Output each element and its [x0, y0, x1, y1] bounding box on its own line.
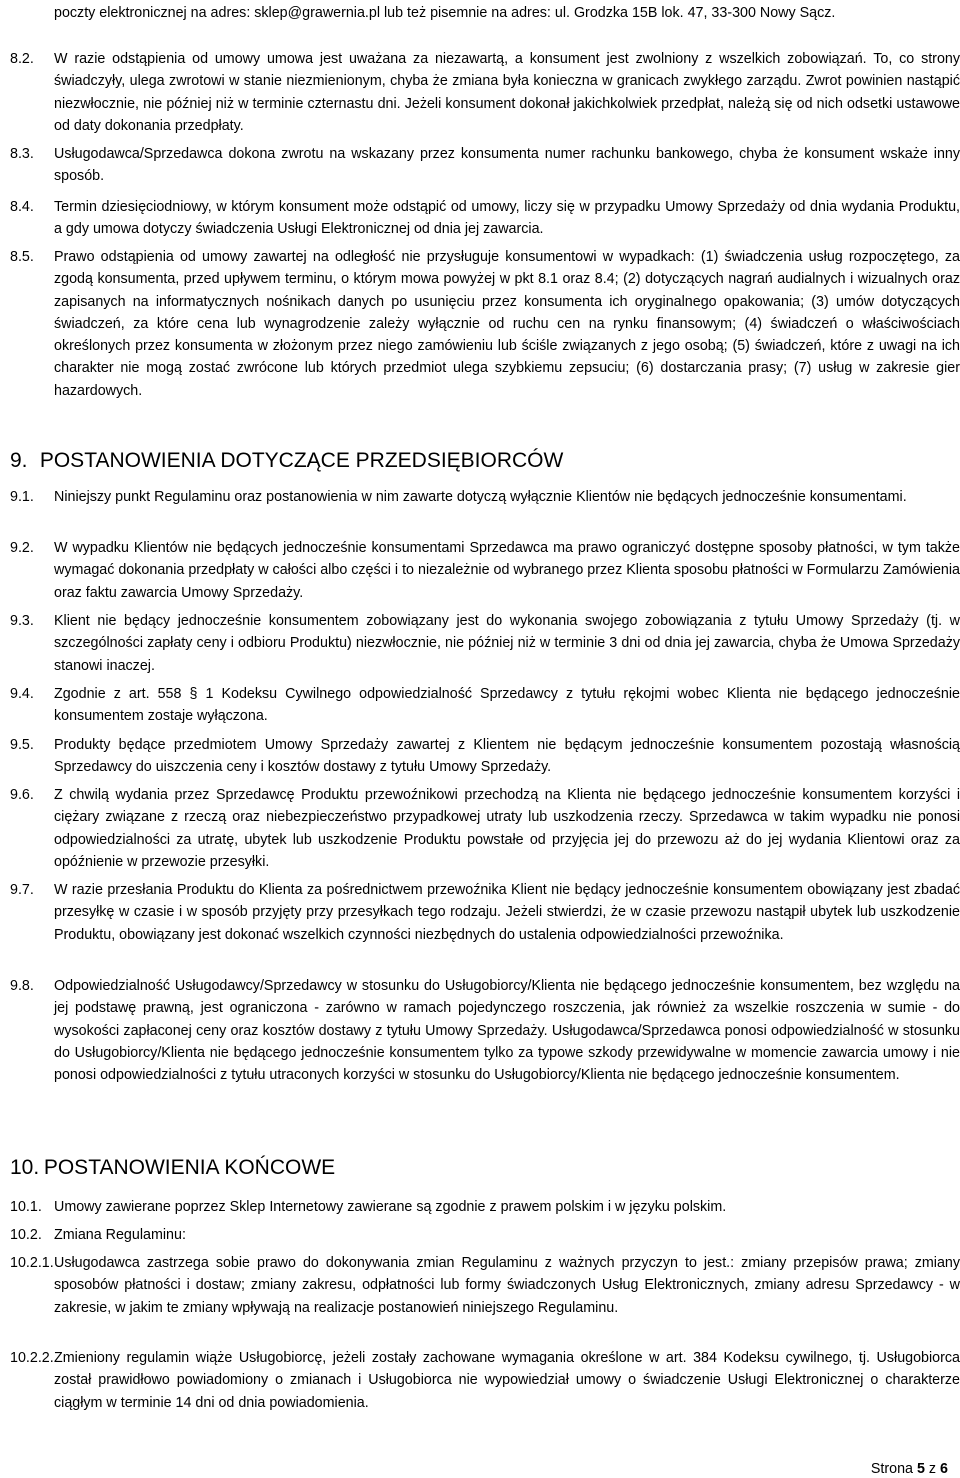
paragraph-9-2	[10, 537, 960, 604]
paragraph-text: poczty elektronicznej na adres: sklep@grawernia.pl lub też pisemnie na adres: ul. Grodzka 15B lok. 47, 33-300 Nowy Sącz.	[54, 5, 836, 21]
paragraph-9-6	[10, 784, 960, 873]
paragraph-number: 9.3.	[10, 613, 34, 629]
paragraph-8-3	[10, 143, 960, 188]
page-label: Strona	[870, 1461, 913, 1477]
paragraph-10-2	[10, 1224, 960, 1246]
paragraph-text: Zgodnie z art. 558 § 1 Kodeksu Cywilnego odpowiedzialność Sprzedawcy z tytułu rękojmi wobec Klienta nie będącego jednocześnie konsumentem zostaje wyłączona.	[54, 686, 960, 725]
paragraph-9-4	[10, 683, 960, 728]
paragraph-8-5	[10, 246, 960, 402]
paragraph-number: 10.2.2.	[10, 1350, 54, 1366]
paragraph-10-2-2	[10, 1347, 960, 1414]
paragraph-text: W wypadku Klientów nie będących jednocześnie konsumentami Sprzedawca ma prawo ograniczyć dostępne sposoby płatności, w tym także wymagać dokonania przedpłaty w całości albo części i to niezależnie od wybranego przez Klienta sposobu płatności w Formularzu Zamówienia oraz faktu zawarcia Umowy Sprzedaży.	[54, 540, 960, 601]
section-number: 9.	[10, 449, 28, 472]
paragraph-text: W razie przesłania Produktu do Klienta za pośrednictwem przewoźnika Klient nie będący jednocześnie konsumentem obowiązany jest zbadać przesyłkę w czasie i w sposób przyjęty przy przesyłkach tego rodzaju. Jeżeli stwierdzi, że w czasie przewozu nastąpił ubytek lub uszkodzenie Produktu, obowiązany jest dokonać wszelkich czynności niezbędnych do ustalenia odpowiedzialności przewoźnika.	[54, 882, 960, 943]
paragraph-9-7	[10, 879, 960, 946]
paragraph-text: Termin dziesięciodniowy, w którym konsument może odstąpić od umowy, liczy się w przypadku Umowy Sprzedaży od dnia wydania Produktu, a gdy umowa dotyczy świadczenia Usługi Elektronicznej od dnia jej zawarcia.	[54, 199, 960, 238]
paragraph-9-5	[10, 734, 960, 779]
paragraph-number: 8.3.	[10, 146, 34, 162]
paragraph-number: 9.2.	[10, 540, 34, 556]
paragraph-number: 10.1.	[10, 1199, 42, 1215]
section-heading-9	[10, 449, 563, 473]
paragraph-8-4	[10, 196, 960, 241]
paragraph-9-3	[10, 610, 960, 677]
paragraph-text: W razie odstąpienia od umowy umowa jest uważana za niezawartą, a konsument jest zwolniony z wszelkich zobowiązań. To, co strony świadczyły, ulega zwrotowi w stanie niezmienionym, chyba że zmiana była konieczna w granicach zwykłego zarządu. Zwrot powinien nastąpić niezwłocznie, nie później niż w terminie czternastu dni. Jeżeli konsument dokonał jakichkolwiek przedpłat, należą się od nich odsetki ustawowe od daty dokonania przedpłaty.	[54, 51, 960, 134]
paragraph-text: Prawo odstąpienia od umowy zawartej na odległość nie przysługuje konsumentowi w wypadkach: (1) świadczenia usług rozpoczętego, za zgodą konsumenta, przed upływem terminu, o którym mowa powyżej w pkt 8.1 oraz 8.4; (2) dotyczących nagrań audialnych i wizualnych oraz zapisanych na informatycznych nośnikach danych po usunięciu przez konsumenta ich oryginalnego opakowania; (3) umów dotyczących świadczeń, za które cena lub wynagrodzenie zależy wyłącznie od ruchu cen na rynku finansowym; (4) świadczeń o właściwościach określonych przez konsumenta w złożonym przez niego zamówieniu lub ściśle związanych z jego osobą; (5) świadczeń, które z uwagi na ich charakter nie mogą zostać zwrócone lub których przedmiot ulega szybkiemu zepsuciu; (6) dostarczania prasy; (7) usług w zakresie gier hazardowych.	[54, 249, 960, 399]
page-number-footer	[871, 1460, 948, 1478]
paragraph-9-1	[10, 486, 960, 508]
paragraph-text: Usługodawca zastrzega sobie prawo do dokonywania zmian Regulaminu z ważnych przyczyn to jest.: zmiany przepisów prawa; zmiany sposobów płatności i dostaw; zmiany zakresu, odpłatności lub formy świadczonych Usług Elektronicznych, zmiany adresu Sprzedawcy - w zakresie, w jakim te zmiany wpływają na realizacje postanowień niniejszego Regulaminu.	[54, 1255, 960, 1316]
section-heading-10	[10, 1156, 335, 1180]
paragraph-8-2	[10, 48, 960, 137]
paragraph-9-8	[10, 975, 960, 1086]
paragraph-number: 9.8.	[10, 978, 34, 994]
paragraph-text: Zmiana Regulaminu:	[54, 1227, 186, 1243]
paragraph-number: 8.4.	[10, 199, 34, 215]
section-number: 10.	[10, 1156, 40, 1179]
paragraph-text: Z chwilą wydania przez Sprzedawcę Produktu przewoźnikowi przechodzą na Klienta nie będącego jednocześnie konsumentem korzyści i ciężary związane z rzeczą oraz niebezpieczeństwo przypadkowej utraty lub uszkodzenia rzeczy. Sprzedawca w takim wypadku nie ponosi odpowiedzialności za utratę, ubytek lub uszkodzenie Produktu powstałe od przyjęcia jej do przewozu aż do jej wydania Klientowi oraz za opóźnienie w przewozie przesyłki.	[54, 787, 960, 870]
paragraph-number: 9.4.	[10, 686, 34, 702]
paragraph-number: 9.5.	[10, 737, 34, 753]
paragraph-number: 10.2.	[10, 1227, 42, 1243]
paragraph-text: Produkty będące przedmiotem Umowy Sprzedaży zawartej z Klientem nie będącym jednocześnie konsumentem pozostają własnością Sprzedawcy do uiszczenia ceny i kosztów dostawy z tytułu Umowy Sprzedaży.	[54, 737, 960, 776]
paragraph-number: 9.1.	[10, 489, 34, 505]
paragraph-continuation	[10, 2, 960, 24]
page-separator: z	[928, 1461, 937, 1477]
total-pages: 6	[940, 1461, 948, 1477]
section-title: POSTANOWIENIA KOŃCOWE	[43, 1156, 336, 1179]
paragraph-number: 10.2.1.	[10, 1255, 54, 1271]
paragraph-10-1	[10, 1196, 960, 1218]
paragraph-number: 9.7.	[10, 882, 34, 898]
paragraph-text: Zmieniony regulamin wiąże Usługobiorcę, jeżeli zostały zachowane wymagania określone w art. 384 Kodeksu cywilnego, tj. Usługobiorca został prawidłowo powiadomiony o zmianach i Usługobiorca nie wypowiedział umowy o świadczenie Usługi Elektronicznej o charakterze ciągłym w terminie 14 dni od dnia powiadomienia.	[54, 1350, 960, 1411]
paragraph-10-2-1	[10, 1252, 960, 1319]
paragraph-text: Umowy zawierane poprzez Sklep Internetowy zawierane są zgodnie z prawem polskim i w języku polskim.	[54, 1199, 727, 1215]
paragraph-number: 8.2.	[10, 51, 34, 67]
current-page: 5	[916, 1461, 925, 1477]
paragraph-text: Usługodawca/Sprzedawca dokona zwrotu na wskazany przez konsumenta numer rachunku bankowego, chyba że konsument wskaże inny sposób.	[54, 146, 960, 185]
section-title: POSTANOWIENIA DOTYCZĄCE PRZEDSIĘBIORCÓW	[39, 449, 564, 472]
paragraph-text: Niniejszy punkt Regulaminu oraz postanowienia w nim zawarte dotyczą wyłącznie Klientów nie będących jednocześnie konsumentami.	[54, 489, 907, 505]
paragraph-text: Klient nie będący jednocześnie konsumentem zobowiązany jest do wykonania swojego zobowiązania z tytułu Umowy Sprzedaży (tj. w szczególności zapłaty ceny i odbioru Produktu) niezwłocznie, nie później niż w terminie 3 dni od dnia jej zawarcia, chyba że Umowa Sprzedaży stanowi inaczej.	[54, 613, 960, 674]
paragraph-number: 9.6.	[10, 787, 34, 803]
paragraph-number: 8.5.	[10, 249, 34, 265]
paragraph-text: Odpowiedzialność Usługodawcy/Sprzedawcy w stosunku do Usługobiorcy/Klienta nie będącego jednocześnie konsumentem, bez względu na jej podstawę prawną, jest ograniczona - zarówno w ramach pojedynczego roszczenia, jak również za wszelkie roszczenia w sumie - do wysokości zapłaconej ceny oraz kosztów dostawy z tytułu Umowy Sprzedaży. Usługodawca/Sprzedawca ponosi odpowiedzialność w stosunku do Usługobiorcy/Klienta nie będącego jednocześnie konsumentem tylko za typowe szkody przewidywalne w momencie zawarcia umowy i nie ponosi odpowiedzialności z tytułu utraconych korzyści w stosunku do Usługobiorcy/Klienta nie będącego jednocześnie konsumentem.	[54, 978, 960, 1084]
